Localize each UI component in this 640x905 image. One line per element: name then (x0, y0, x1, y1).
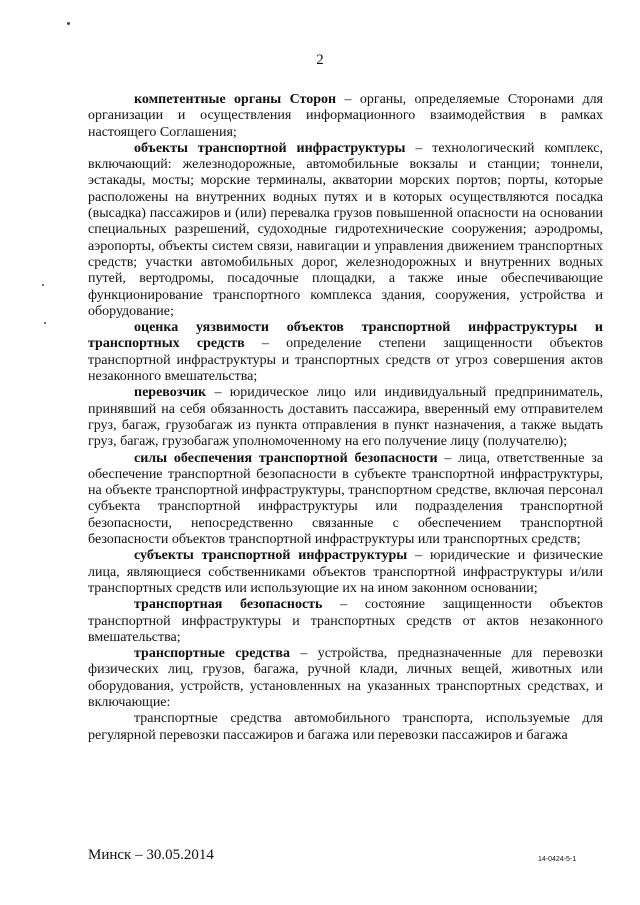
definition-paragraph (88, 92, 603, 141)
definition-paragraph (88, 320, 603, 385)
definition-text: – определение степени защищенности объектов транспортной инфраструктуры и транспортных средств от угроз совершения актов незаконного вмешательства; (88, 336, 603, 385)
definition-paragraph (88, 646, 603, 711)
definition-paragraph (88, 597, 603, 646)
footer-place-date: Минск – 30.05.2014 (88, 847, 214, 863)
definition-text: – юридическое лицо или индивидуальный предприниматель, принявший на себя обязанность доставить пассажира, вверенный ему отправителем груз, багаж, грузобагаж из пункта отправления в пункт назначения, а также выдать груз, багаж, грузобагаж уполномоченному на его получение лицу (получателю); (88, 385, 603, 450)
defined-term: оценка уязвимости объектов транспортной инфраструктуры и транспортных средств (88, 320, 603, 352)
definition-text: – состояние защищенности объектов транспортной инфраструктуры и транспортных средств от актов незаконного вмешательства; (88, 597, 604, 645)
scan-speck (44, 322, 46, 324)
document-body (88, 92, 603, 744)
definition-paragraph (88, 548, 603, 597)
definition-text: – органы, определяемые Сторонами для организации и осуществления информационного взаимодействия в рамках настоящего Соглашения; (88, 92, 603, 140)
definition-paragraph (88, 385, 603, 450)
defined-term: объекты транспортной инфраструктуры (134, 140, 406, 156)
list-paragraph (88, 711, 603, 744)
definition-text: – технологический комплекс, включающий: железнодорожные, автомобильные вокзалы и станции; тоннели, эстакады, мосты; морские терминалы, акватории морских портов; порты, которые расположены на внутренних водных путях и в которых осуществляются посадка (высадка) пассажиров и (или) перевалка грузов повышенной опасности на основании специальных разрешений, судоходные гидротехнические сооружения; аэродромы, аэропорты, объекты систем связи, навигации и управления движением транспортных средств; участки автомобильных дорог, железнодорожных и внутренних водных путей, вертодромы, посадочные площадки, а также иные обеспечивающие функционирование транспортного комплекса здания, сооружения, устройства и оборудование; (88, 140, 603, 319)
defined-term: субъекты транспортной инфраструктуры (134, 548, 408, 564)
definition-text: – устройства, предназначенные для перевозки физических лиц, грузов, багажа, ручной клади, личных вещей, животных или оборудования, устройств, установленных на указанных транспортных средствах, и включающие: (88, 646, 603, 710)
defined-term: компетентные органы Сторон (134, 92, 337, 107)
definition-paragraph (88, 141, 603, 320)
defined-term: транспортная безопасность (134, 597, 323, 613)
page-number: 2 (316, 52, 324, 68)
defined-term: перевозчик (134, 385, 207, 401)
defined-term: силы обеспечения транспортной безопасности (134, 450, 438, 466)
scan-speck (42, 284, 44, 286)
footer-document-code: 14-0424-5-1 (538, 856, 577, 863)
definition-paragraph (88, 451, 603, 549)
definition-text: – лица, ответственные за обеспечение транспортной безопасности в субъекте транспортной инфраструктуры, на объекте транспортной инфраструктуры, транспортном средстве, включая персонал субъекта транспортной инфраструктуры или подразделения транспортной безопасности, непосредственно связанные с обеспечением транспортной безопасности объектов транспортной инфраструктуры или транспортных средств; (88, 450, 603, 548)
defined-term: транспортные средства (134, 646, 290, 662)
scan-speck (67, 22, 70, 25)
definition-text: транспортные средства автомобильного транспорта, используемые для регулярной перевозки пассажиров и багажа или перевозки пассажиров и багажа (88, 711, 603, 743)
definition-text: – юридические и физические лица, являющиеся собственниками объектов транспортной инфраструктуры и/или транспортных средств или использующие их на ином законном основании; (88, 548, 604, 596)
